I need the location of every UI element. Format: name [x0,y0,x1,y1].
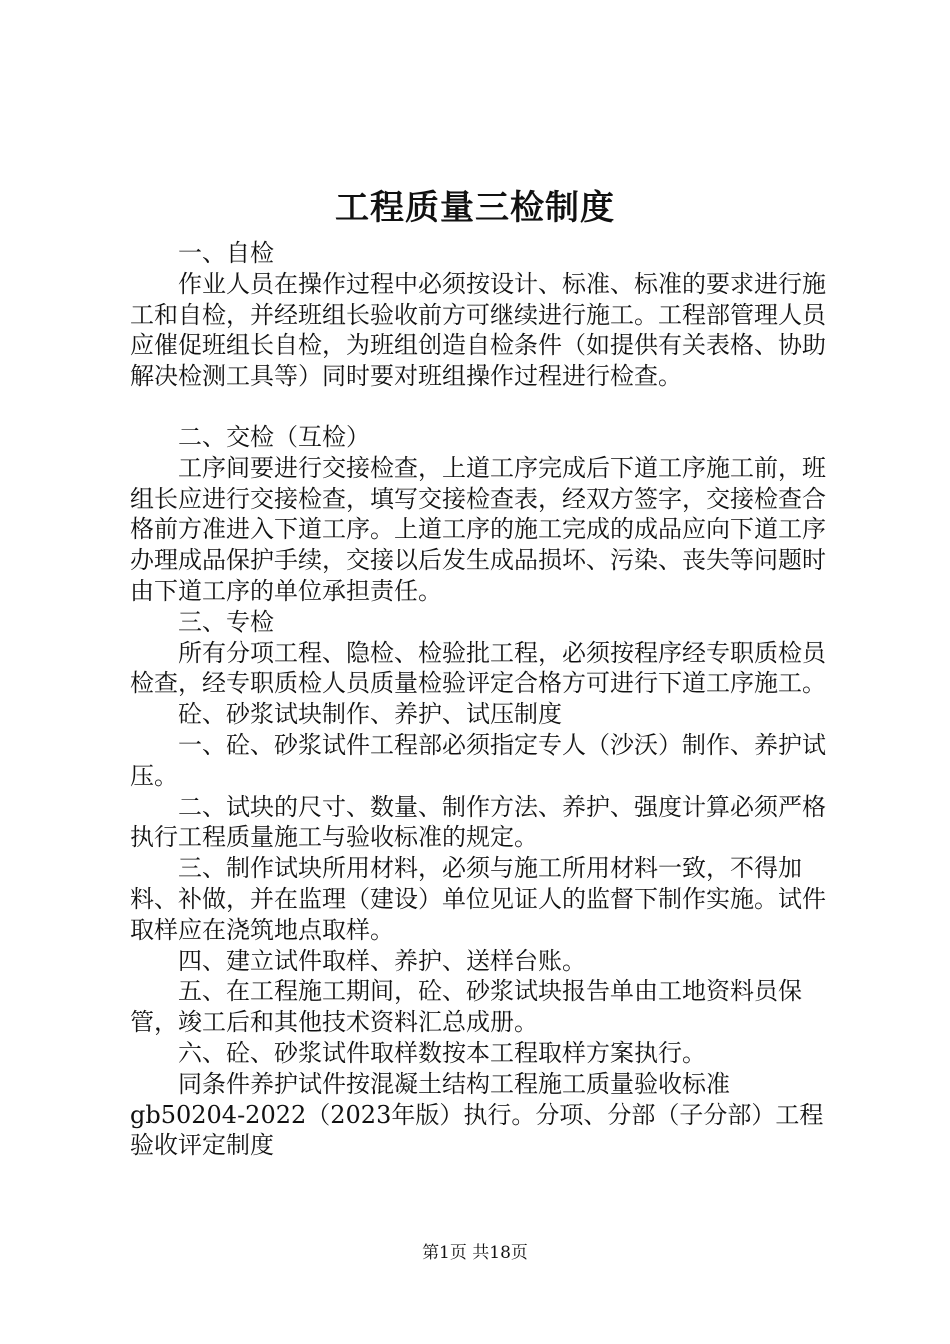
paragraph-standard: 同条件养护试件按混凝土结构工程施工质量验收标准gb50204-2022（2023年版）执行。分项、分部（子分部）工程验收评定制度 [130,1069,824,1160]
list-item: 二、试块的尺寸、数量、制作方法、养护、强度计算必须严格执行工程质量施工与验收标准的规定。 [130,792,826,852]
page-title: 工程质量三检制度 [335,188,615,228]
section-heading-special-check: 三、专检 [178,607,274,636]
section-heading-test-block: 砼、砂浆试块制作、养护、试压制度 [178,700,562,729]
document-body [130,238,842,1161]
section-heading-handover-check: 二、交检（互检） [178,422,370,451]
list-item: 六、砼、砂浆试件取样数按本工程取样方案执行。 [178,1038,706,1067]
list-item: 三、制作试块所用材料，必须与施工所用材料一致，不得加料、补做，并在监理（建设）单位见证人的监督下制作实施。试件取样应在浇筑地点取样。 [130,854,826,944]
paragraph-special-check: 所有分项工程、隐检、检验批工程，必须按程序经专职质检员检查，经专职质检人员质量检验评定合格方可进行下道工序施工。 [130,638,826,698]
list-item: 五、在工程施工期间，砼、砂浆试块报告单由工地资料员保管，竣工后和其他技术资料汇总成册。 [130,977,802,1037]
list-item: 一、砼、砂浆试件工程部必须指定专人（沙沃）制作、养护试压。 [130,730,826,790]
section-heading-self-check: 一、自检 [178,239,274,267]
paragraph-handover-check: 工序间要进行交接检查，上道工序完成后下道工序施工前，班组长应进行交接检查，填写交接检查表，经双方签字，交接检查合格前方准进入下道工序。上道工序的施工完成的成品应向下道工序办理成品保护手续，交接以后发生成品损坏、污染、丧失等问题时由下道工序的单位承担责任。 [130,453,826,605]
list-item: 四、建立试件取样、养护、送样台账。 [178,946,586,975]
page-number-footer: 第1页 共18页 [422,1243,528,1263]
paragraph-self-check: 作业人员在操作过程中必须按设计、标准、标准的要求进行施工和自检，并经班组长验收前方可继续进行施工。工程部管理人员应催促班组长自检，为班组创造自检条件（如提供有关表格、协助解决检测工具等）同时要对班组操作过程进行检查。 [130,269,826,391]
